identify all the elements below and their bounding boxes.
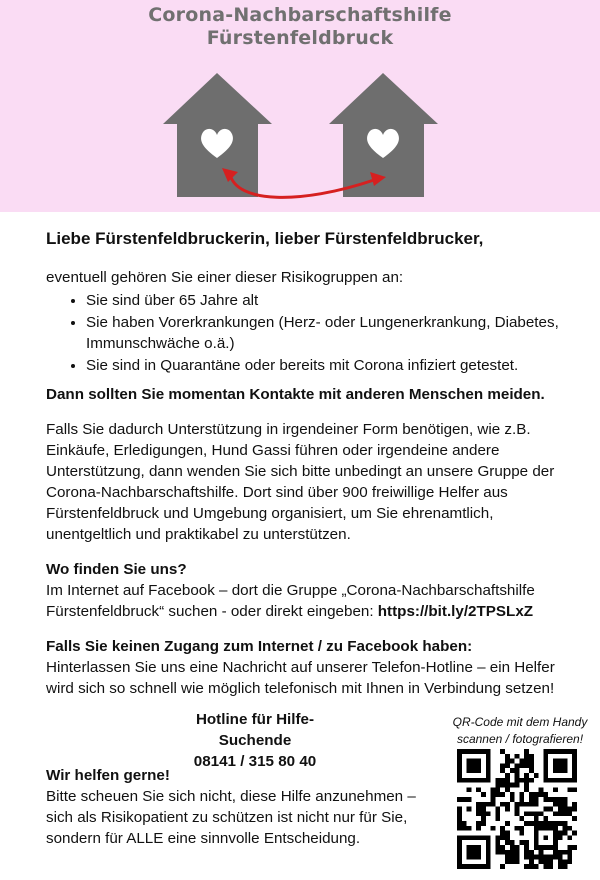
title-line-1: Corona-Nachbarschaftshilfe [148, 4, 452, 26]
support-paragraph: Falls Sie dadurch Unterstützung in irgendeiner Form benötigen, wie z.B. Einkäufe, Erledigungen, Hund Gassi führen oder irgendeine andere Unterstützung, dann wenden Sie sich bitte unbedingt an unsere Gruppe der Corona-Nachbarschaftshilfe. Dort sind über 900 freiwillige Helfer aus Fürstenfeldbruck und Umgebung organisiert, um Sie ehrenamtlich, unentgeltlich und praktikabel zu unterstützen. [46, 421, 555, 543]
list-item: • Sie haben Vorerkrankungen (Herz- oder Lungenerkrankung, Diabetes, Immunschwäche o.ä.) [86, 312, 566, 354]
no-internet-heading: Falls Sie keinen Zugang zum Internet / zu Facebook haben: [46, 638, 473, 655]
qr-code[interactable] [457, 749, 577, 869]
qr-caption-line-1: QR-Code mit dem Handy [452, 715, 588, 729]
hotline-box [160, 709, 350, 772]
find-heading: Wo finden Sie uns? [46, 561, 187, 578]
qr-caption [440, 714, 600, 748]
houses-illustration [0, 0, 600, 212]
closing-heading: Wir helfen gerne! [46, 767, 170, 784]
list-item: • Sie sind in Quarantäne oder bereits mit Corona infiziert getestet. [86, 355, 566, 376]
closing-section [46, 765, 446, 849]
find-text: Im Internet auf Facebook – dort die Gruppe „Corona-Nachbarschaftshilfe Fürstenfeldbruck“ suchen - oder direkt eingeben: [46, 582, 535, 620]
find-paragraph [46, 580, 566, 622]
title-line-2: Fürstenfeldbruck [206, 27, 394, 49]
facebook-link[interactable]: https://bit.ly/2TPSLxZ [377, 603, 534, 620]
warning-text: Dann sollten Sie momentan Kontakte mit anderen Menschen meiden. [46, 386, 545, 403]
hotline-number: 08141 / 315 80 40 [193, 753, 317, 770]
house-heart-icon [163, 73, 272, 197]
letter-body [46, 228, 566, 699]
qr-caption-line-2: scannen / fotografieren! [456, 732, 584, 746]
closing-text: Bitte scheuen Sie sich nicht, diese Hilfe anzunehmen – sich als Risikopatient zu schützen ist nicht nur für Sie, sondern für ALLE eine sinnvolle Entscheidung. [46, 788, 416, 847]
intro-text: eventuell gehören Sie einer dieser Risikogruppen an: [46, 269, 404, 286]
risk-group-list [46, 290, 566, 376]
list-item: • Sie sind über 65 Jahre alt [86, 290, 566, 311]
no-internet-text: Hinterlassen Sie uns eine Nachricht auf unserer Telefon-Hotline – ein Helfer wird sich so schnell wie möglich telefonisch mit Ihnen in Verbindung setzen! [46, 659, 555, 697]
hotline-label: Hotline für Hilfe-Suchende [195, 711, 315, 749]
header-banner [0, 0, 600, 212]
greeting: Liebe Fürstenfeldbruckerin, lieber Fürstenfeldbrucker, [46, 229, 484, 248]
